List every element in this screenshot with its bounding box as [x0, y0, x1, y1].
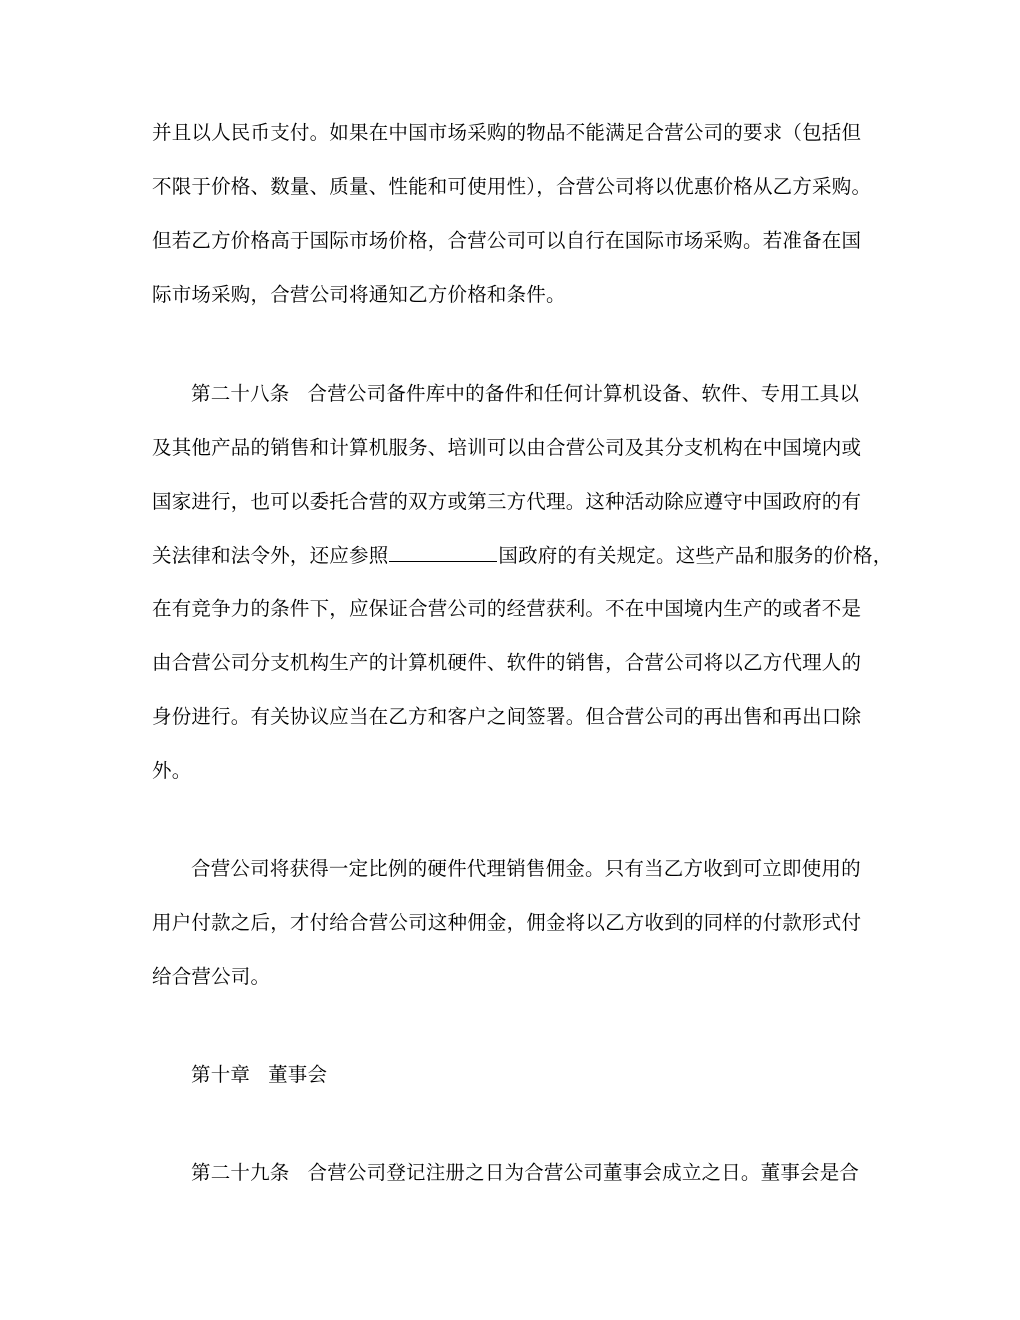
commission-line-2: 用户付款之后，才付给合营公司这种佣金，佣金将以乙方收到的同样的付款形式付	[152, 911, 862, 934]
article-29-heading: 第二十九条	[191, 1161, 290, 1184]
article-28-line-2: 及其他产品的销售和计算机服务、培训可以由合营公司及其分支机构在中国境内或	[152, 436, 862, 459]
paragraph-1-line-4: 际市场采购，合营公司将通知乙方价格和条件。	[152, 283, 566, 306]
article-28-text-4a: 关法律和法令外，还应参照	[152, 544, 389, 567]
article-28-heading: 第二十八条	[191, 382, 290, 405]
article-28-line-4	[152, 543, 892, 568]
commission-line-3: 给合营公司。	[152, 965, 271, 988]
article-28-line-7: 身份进行。有关协议应当在乙方和客户之间签署。但合营公司的再出售和再出口除	[152, 705, 862, 728]
article-28-text-4b: 国政府的有关规定。这些产品和服务的价格，	[498, 544, 893, 567]
chapter-number: 第十章	[191, 1063, 251, 1086]
article-29-line-1	[191, 1161, 859, 1185]
chapter-title: 董事会	[268, 1063, 328, 1086]
article-28-line-3: 国家进行，也可以委托合营的双方或第三方代理。这种活动除应遵守中国政府的有	[152, 490, 862, 513]
commission-line-1: 合营公司将获得一定比例的硬件代理销售佣金。只有当乙方收到可立即使用的	[191, 857, 861, 880]
paragraph-1-line-2: 不限于价格、数量、质量、性能和可使用性），合营公司将以优惠价格从乙方采购。	[152, 175, 872, 198]
paragraph-1-line-3: 但若乙方价格高于国际市场价格，合营公司可以自行在国际市场采购。若准备在国	[152, 229, 862, 252]
article-28-line-1	[191, 382, 859, 406]
paragraph-1-line-1: 并且以人民币支付。如果在中国市场采购的物品不能满足合营公司的要求（包括但	[152, 121, 862, 144]
article-28-line-6: 由合营公司分支机构生产的计算机硬件、软件的销售，合营公司将以乙方代理人的	[152, 651, 862, 674]
chapter-heading	[191, 1063, 327, 1087]
article-28-line-5: 在有竞争力的条件下，应保证合营公司的经营获利。不在中国境内生产的或者不是	[152, 597, 862, 620]
fill-in-blank	[389, 543, 497, 562]
article-28-line-8: 外。	[152, 759, 192, 782]
article-28-text-1: 合营公司备件库中的备件和任何计算机设备、软件、专用工具以	[307, 382, 860, 405]
article-29-text-1: 合营公司登记注册之日为合营公司董事会成立之日。董事会是合	[307, 1161, 860, 1184]
